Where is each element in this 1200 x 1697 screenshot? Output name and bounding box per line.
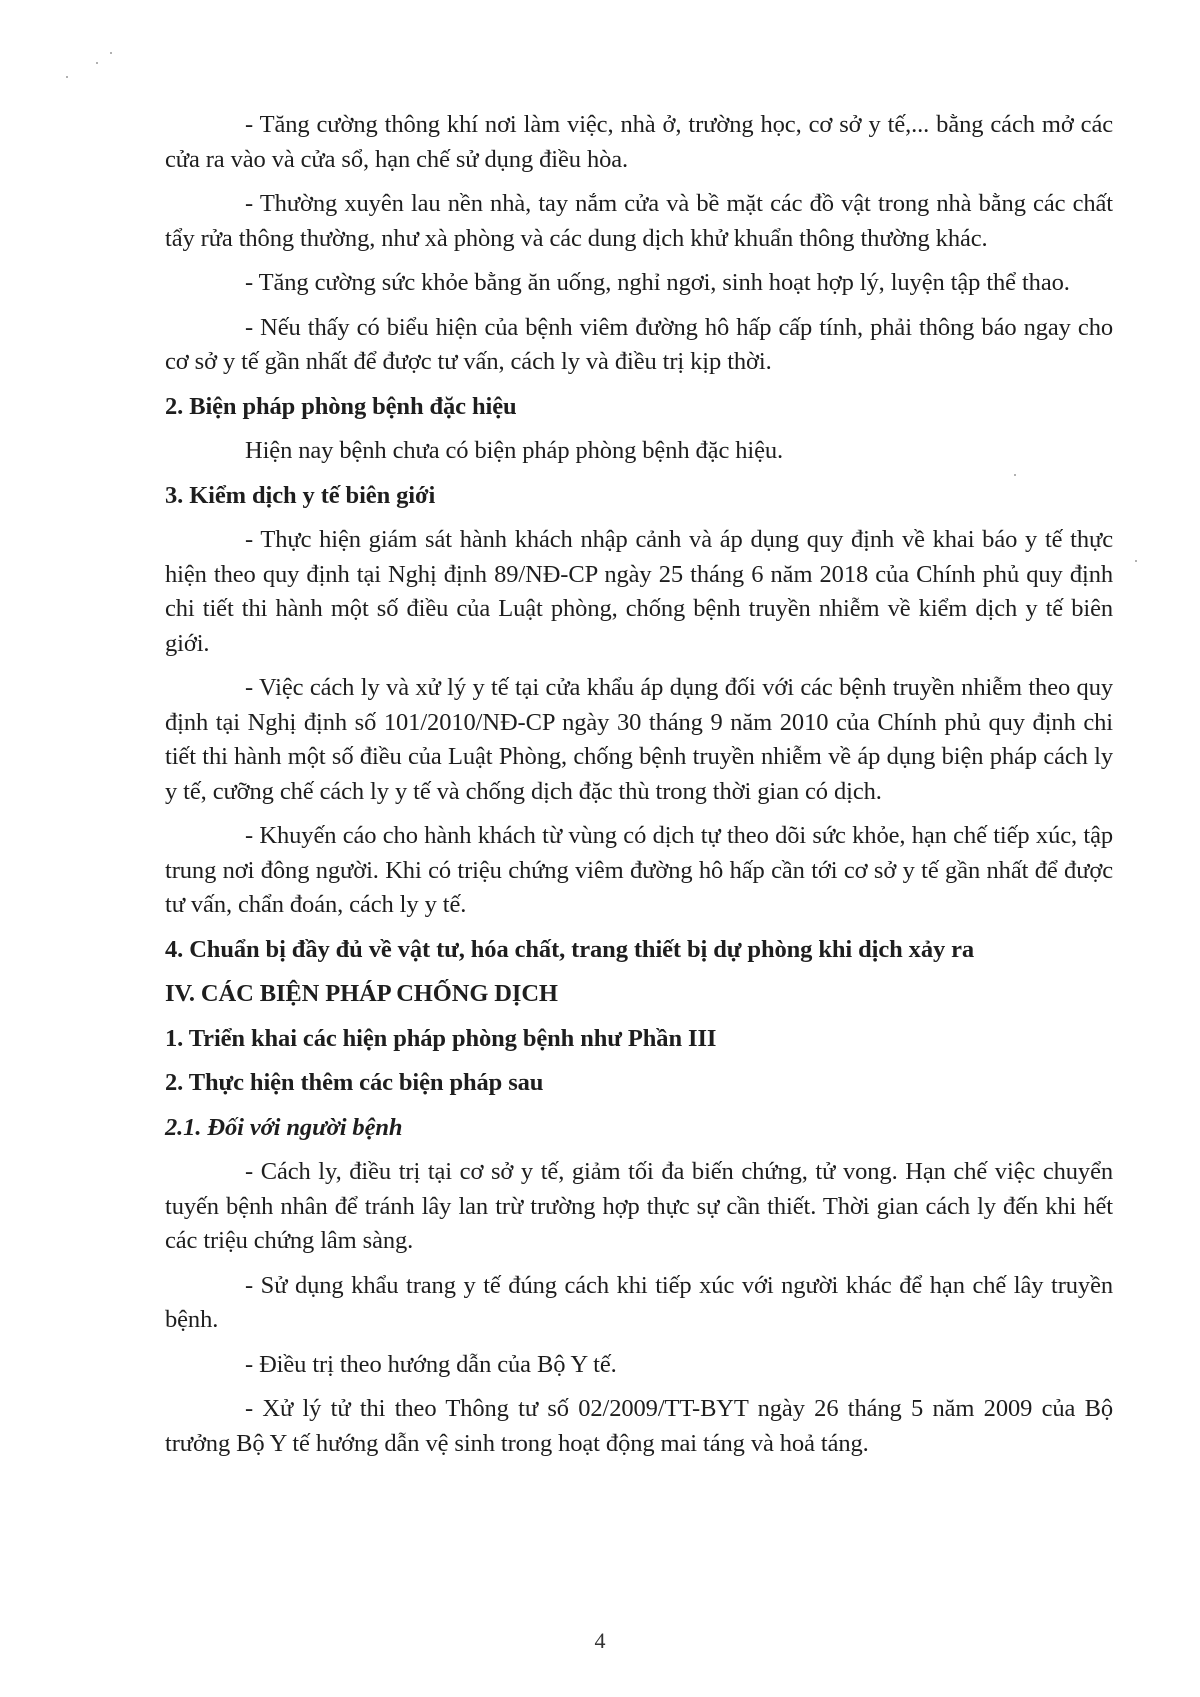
- paragraph-no-specific-prevention: Hiện nay bệnh chưa có biện pháp phòng bệnh đặc hiệu.: [245, 437, 784, 464]
- paragraph-treatment: - Điều trị theo hướng dẫn của Bộ Y tế.: [245, 1350, 617, 1378]
- section-heading-border-quarantine: 3. Kiểm dịch y tế biên giới: [165, 481, 436, 509]
- scan-speck: [66, 76, 68, 78]
- paragraph-patient-isolation: - Cách ly, điều trị tại cơ sở y tế, giảm tối đa biến chứng, tử vong. Hạn chế việc chuyển tuyến bệnh nhân để tránh lây lan trừ trường hợp thực sự cần thiết. Thời gian cách ly đến khi hết các triệu chứng lâm sàng.: [165, 1158, 1113, 1254]
- scan-speck: [96, 62, 98, 64]
- paragraph-passenger-monitoring: - Thực hiện giám sát hành khách nhập cảnh và áp dụng quy định về khai báo y tế thực hiện theo quy định tại Nghị định 89/NĐ-CP ngày 25 tháng 6 năm 2018 của Chính phủ quy định chi tiết thi hành một số điều của Luật phòng, chống bệnh truyền nhiễm về kiểm dịch y tế biên giới.: [165, 526, 1113, 657]
- section-heading-additional-measures: 2. Thực hiện thêm các biện pháp sau: [165, 1069, 544, 1096]
- section-heading-anti-epidemic: IV. CÁC BIỆN PHÁP CHỐNG DỊCH: [165, 980, 558, 1007]
- paragraph-report-symptoms: - Nếu thấy có biểu hiện của bệnh viêm đường hô hấp cấp tính, phải thông báo ngay cho cơ sở y tế gần nhất để được tư vấn, cách ly và điều trị kịp thời.: [165, 313, 1113, 375]
- section-heading-apply-part-three: 1. Triển khai các hiện pháp phòng bệnh như Phần III: [165, 1024, 717, 1052]
- section-heading-specific-prevention: 2. Biện pháp phòng bệnh đặc hiệu: [165, 392, 517, 420]
- paragraph-cleaning: - Thường xuyên lau nền nhà, tay nắm cửa và bề mặt các đồ vật trong nhà bằng các chất tẩy rửa thông thường, như xà phòng và các dung dịch khử khuẩn thông thường khác.: [165, 190, 1113, 252]
- page-number: 4: [594, 1628, 606, 1653]
- scan-speck: [110, 52, 112, 54]
- paragraph-isolation-at-border: - Việc cách ly và xử lý y tế tại cửa khẩu áp dụng đối với các bệnh truyền nhiễm theo quy định tại Nghị định số 101/2010/NĐ-CP ngày 30 tháng 9 năm 2010 của Chính phủ quy định chi tiết thi hành một số điều của Luật Phòng, chống bệnh truyền nhiễm về áp dụng biện pháp cách ly y tế, cưỡng chế cách ly y tế và chống dịch đặc thù trong thời gian có dịch.: [165, 674, 1113, 805]
- paragraph-health: - Tăng cường sức khỏe bằng ăn uống, nghỉ ngơi, sinh hoạt hợp lý, luyện tập thể thao.: [245, 269, 1070, 296]
- scan-speck: [1135, 560, 1137, 562]
- paragraph-mask-usage: - Sử dụng khẩu trang y tế đúng cách khi tiếp xúc với người khác để hạn chế lây truyền bệnh.: [165, 1271, 1113, 1333]
- paragraph-ventilation: - Tăng cường thông khí nơi làm việc, nhà ở, trường học, cơ sở y tế,... bằng cách mở các cửa ra vào và cửa sổ, hạn chế sử dụng điều hòa.: [165, 111, 1113, 173]
- paragraph-body-handling: - Xử lý tử thi theo Thông tư số 02/2009/TT-BYT ngày 26 tháng 5 năm 2009 của Bộ trưởng Bộ Y tế hướng dẫn vệ sinh trong hoạt động mai táng và hoả táng.: [165, 1395, 1113, 1457]
- subsection-heading-patients: 2.1. Đối với người bệnh: [165, 1113, 403, 1141]
- section-heading-supplies: 4. Chuẩn bị đầy đủ về vật tư, hóa chất, trang thiết bị dự phòng khi dịch xảy ra: [165, 935, 975, 963]
- scan-speck: [1014, 474, 1016, 476]
- document-page: [165, 108, 1113, 1471]
- paragraph-passenger-advice: - Khuyến cáo cho hành khách từ vùng có dịch tự theo dõi sức khỏe, hạn chế tiếp xúc, tập trung nơi đông người. Khi có triệu chứng viêm đường hô hấp cần tới cơ sở y tế gần nhất để được tư vấn, chẩn đoán, cách ly y tế.: [165, 822, 1113, 918]
